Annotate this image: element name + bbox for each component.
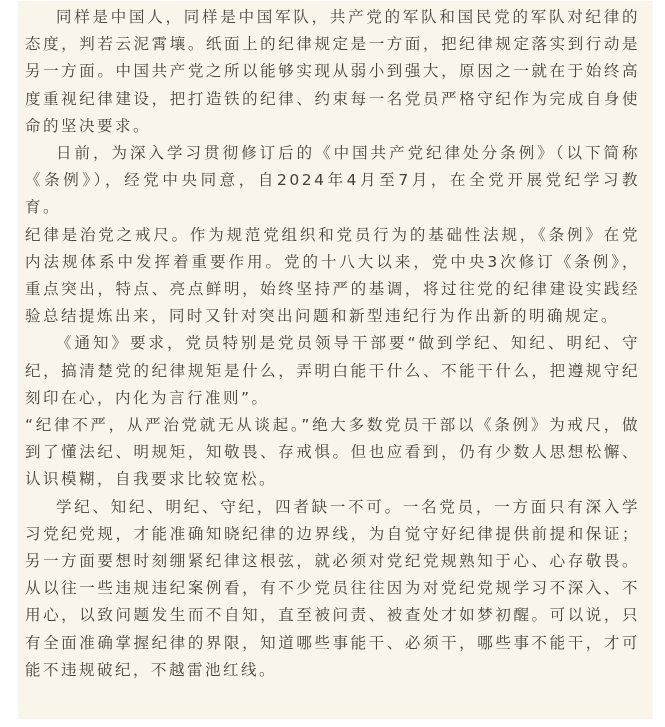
article-text [25,4,640,684]
paragraph-4: 《通知》要求，党员特别是党员领导干部要“做到学纪、知纪、明纪、守纪，搞清楚党的纪律规矩是什么，弄明白能干什么、不能干什么，把遵规守纪刻印在心，内化为言行准则”。 [25,334,640,407]
paragraph-5: “纪律不严，从严治党就无从谈起。”绝大多数党员干部以《条例》为戒尺，做到了懂法纪、明规矩，知敬畏、存戒惧。但也应看到，仍有少数人思想松懈、认识模糊，自我要求比较宽松。 [25,416,640,489]
paragraph-1: 同样是中国人，同样是中国军队，共产党的军队和国民党的军队对纪律的态度，判若云泥霄壤。纸面上的纪律规定是一方面，把纪律规定落实到行动是另一方面。中国共产党之所以能够实现从弱小到强大，原因之一就在于始终高度重视纪律建设，把打造铁的纪律、约束每一名党员严格守纪作为完成自身使命的坚决要求。 [25,8,640,135]
article-sheet [18,1,653,719]
page-background [0,1,665,727]
paragraph-2: 日前，为深入学习贯彻修订后的《中国共产党纪律处分条例》（以下简称《条例》），经党中央同意，自2024年4月至7月，在全党开展党纪学习教育。 [25,144,640,217]
paragraph-3: 纪律是治党之戒尺。作为规范党组织和党员行为的基础性法规，《条例》在党内法规体系中发挥着重要作用。党的十八大以来，党中央3次修订《条例》，重点突出，特点、亮点鲜明，始终坚持严的基调，将过往党的纪律建设实践经验总结提炼出来，同时又针对突出问题和新型违纪行为作出新的明确规定。 [25,225,640,326]
paragraph-6: 学纪、知纪、明纪、守纪，四者缺一不可。一名党员，一方面只有深入学习党纪党规，才能准确知晓纪律的边界线，为自觉守好纪律提供前提和保证；另一方面要想时刻绷紧纪律这根弦，就必须对党纪党规熟知于心、心存敬畏。从以往一些违规违纪案例看，有不少党员往往因为对党纪党规学习不深入、不用心，以致问题发生而不自知，直至被问责、被查处才如梦初醒。可以说，只有全面准确掌握纪律的界限，知道哪些事能干、必须干，哪些事不能干，才可能不违规破纪，不越雷池红线。 [25,497,640,679]
